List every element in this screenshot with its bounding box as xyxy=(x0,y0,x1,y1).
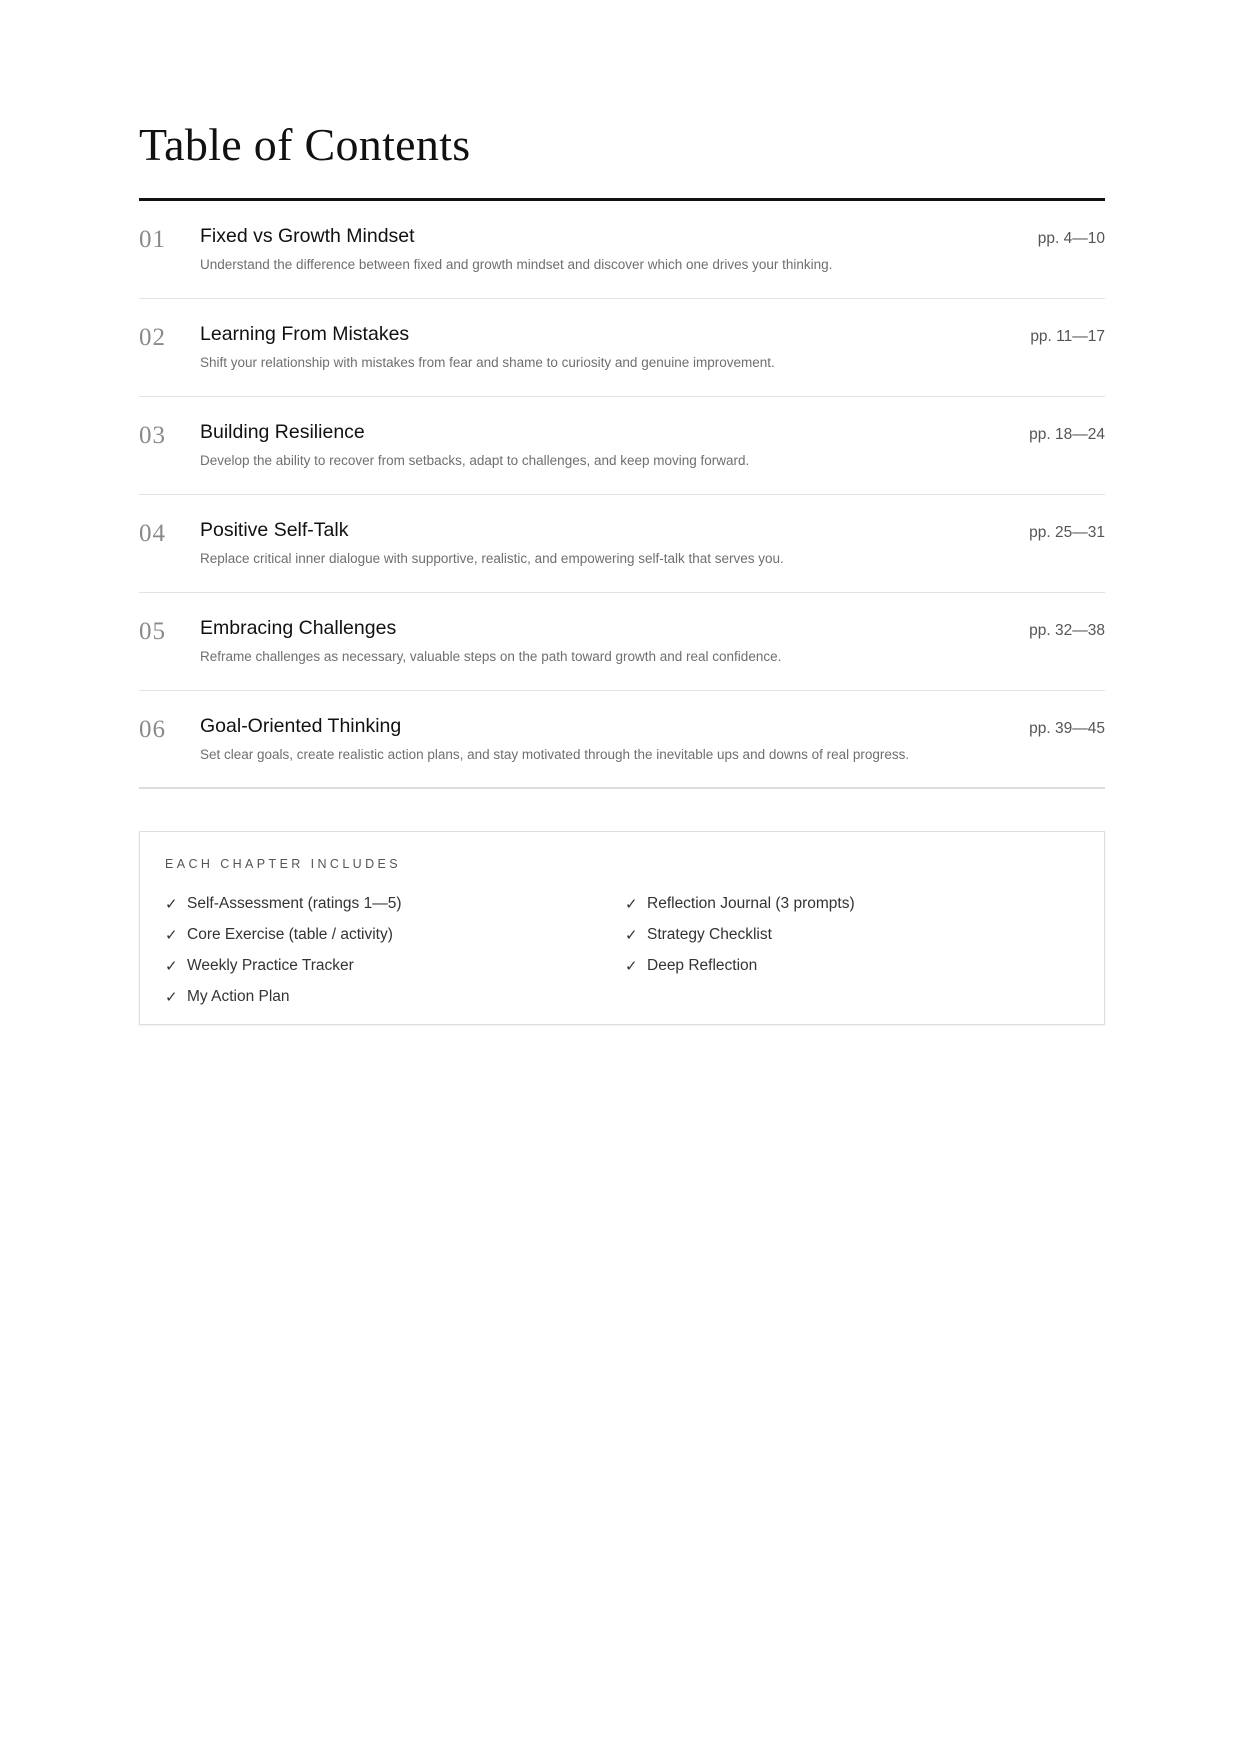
chapter-entry-05[interactable] xyxy=(139,593,1105,691)
check-icon: ✓ xyxy=(625,957,638,975)
chapter-title: Building Resilience xyxy=(200,421,365,443)
chapter-number: 06 xyxy=(139,716,166,743)
chapter-description: Reframe challenges as necessary, valuable steps on the path toward growth and real confidence. xyxy=(200,649,782,664)
chapter-title: Embracing Challenges xyxy=(200,617,397,639)
page-title: Table of Contents xyxy=(139,119,471,170)
includes-item xyxy=(625,888,855,919)
includes-item xyxy=(625,919,855,950)
chapter-entry-03[interactable] xyxy=(139,397,1105,495)
includes-item xyxy=(165,919,402,950)
includes-list-right xyxy=(625,888,855,981)
chapter-number: 02 xyxy=(139,324,166,351)
chapter-includes-box xyxy=(139,831,1105,1025)
chapter-title: Fixed vs Growth Mindset xyxy=(200,225,415,247)
chapter-page-range: pp. 11—17 xyxy=(1030,328,1105,345)
chapter-description: Shift your relationship with mistakes from fear and shame to curiosity and genuine improvement. xyxy=(200,355,775,370)
check-icon: ✓ xyxy=(165,957,178,975)
chapter-title: Goal-Oriented Thinking xyxy=(200,715,402,737)
chapter-page-range: pp. 25—31 xyxy=(1029,524,1105,541)
chapter-page-range: pp. 18—24 xyxy=(1029,426,1105,443)
check-icon: ✓ xyxy=(625,895,638,913)
includes-item-label: Deep Reflection xyxy=(647,956,758,974)
includes-item-label: Self-Assessment (ratings 1—5) xyxy=(187,894,402,912)
check-icon: ✓ xyxy=(165,926,178,944)
chapter-number: 05 xyxy=(139,618,166,645)
includes-heading: EACH CHAPTER INCLUDES xyxy=(165,857,402,871)
chapter-description: Replace critical inner dialogue with supportive, realistic, and empowering self-talk that serves you. xyxy=(200,551,784,566)
includes-item xyxy=(625,950,855,981)
chapter-number: 03 xyxy=(139,422,166,449)
chapter-page-range: pp. 39—45 xyxy=(1029,720,1105,737)
chapter-page-range: pp. 32—38 xyxy=(1029,622,1105,639)
chapter-entry-06[interactable] xyxy=(139,691,1105,789)
chapter-number: 01 xyxy=(139,226,166,253)
includes-item-label: Reflection Journal (3 prompts) xyxy=(647,894,855,912)
includes-item xyxy=(165,950,402,981)
chapter-description: Develop the ability to recover from setbacks, adapt to challenges, and keep moving forward. xyxy=(200,453,750,468)
chapter-description: Understand the difference between fixed and growth mindset and discover which one drives your thinking. xyxy=(200,257,833,272)
includes-item-label: Weekly Practice Tracker xyxy=(187,956,354,974)
chapter-title: Learning From Mistakes xyxy=(200,323,410,345)
chapter-entry-04[interactable] xyxy=(139,495,1105,593)
includes-item xyxy=(165,981,402,1012)
check-icon: ✓ xyxy=(165,988,178,1006)
chapter-number: 04 xyxy=(139,520,166,547)
chapter-page-range: pp. 4—10 xyxy=(1037,230,1105,247)
chapter-description: Set clear goals, create realistic action plans, and stay motivated through the inevitable ups and downs of real progress. xyxy=(200,747,910,762)
includes-list-left xyxy=(165,888,402,1012)
chapter-title: Positive Self-Talk xyxy=(200,519,349,541)
chapter-entry-01[interactable] xyxy=(139,201,1105,299)
chapter-list xyxy=(139,201,1105,789)
check-icon: ✓ xyxy=(165,895,178,913)
includes-item-label: Core Exercise (table / activity) xyxy=(187,925,393,943)
includes-item xyxy=(165,888,402,919)
includes-item-label: My Action Plan xyxy=(187,987,290,1005)
includes-item-label: Strategy Checklist xyxy=(647,925,772,943)
chapter-entry-02[interactable] xyxy=(139,299,1105,397)
check-icon: ✓ xyxy=(625,926,638,944)
